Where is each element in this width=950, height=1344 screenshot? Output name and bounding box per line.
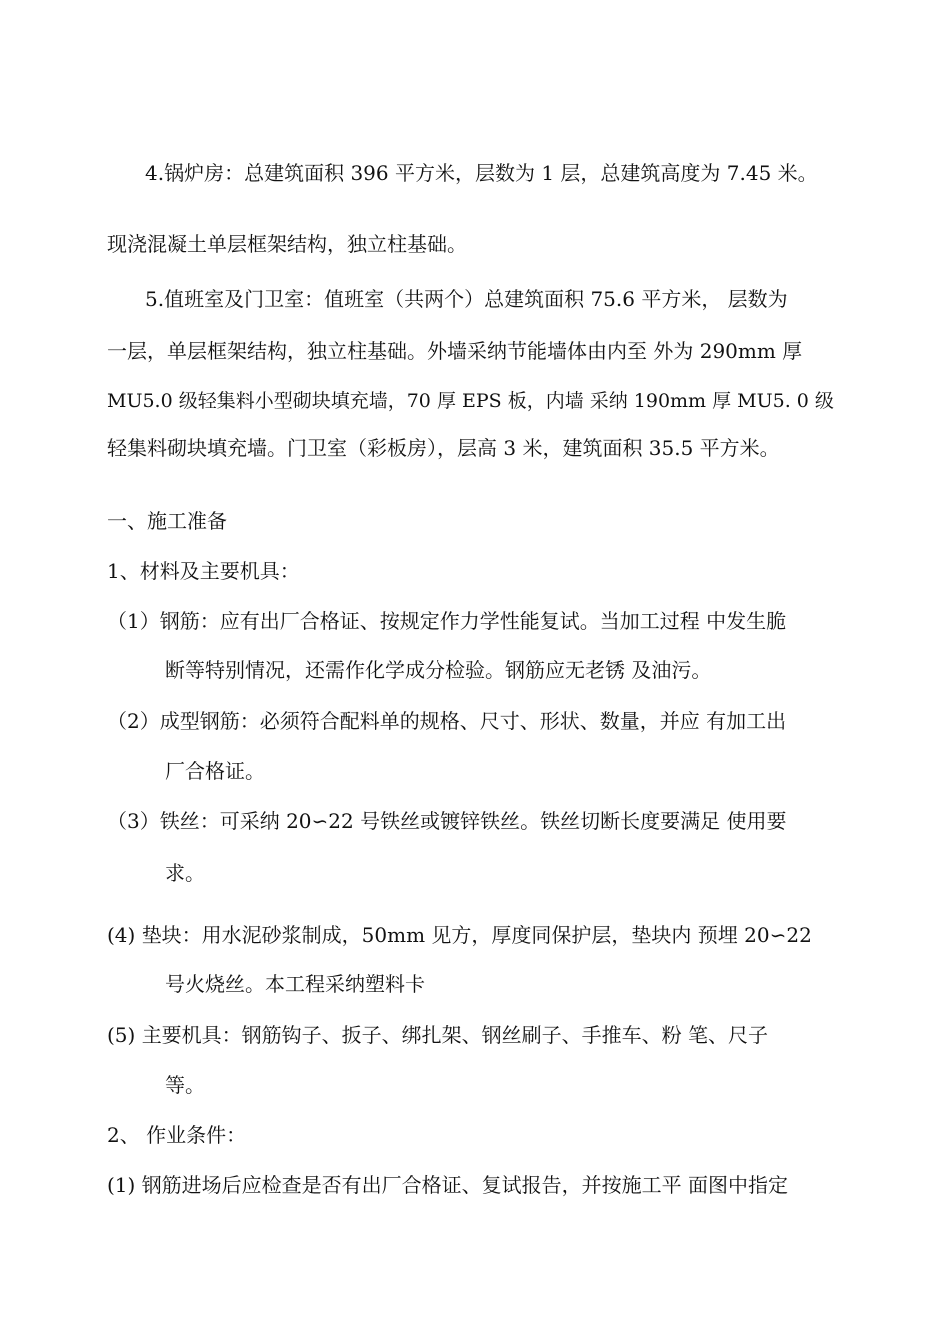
paragraph-duty-room-line-4: 轻集料砌块填充墙。门卫室（彩板房），层高 3 米，建筑面积 35.5 平方米。 [107,436,780,460]
paragraph-duty-room-line-2: 一层，单层框架结构，独立柱基础。外墙采纳节能墙体由内至 外为 290mm 厚 [107,339,803,363]
list-item-3-line-2: 求。 [165,861,205,885]
paragraph-boiler-room-line-2: 现浇混凝土单层框架结构，独立柱基础。 [107,232,467,256]
list-item-1-line-1: （1）钢筋：应有出厂合格证、按规定作力学性能复试。当加工过程 中发生脆 [107,609,787,633]
list-item-2-line-2: 厂合格证。 [165,759,265,783]
paragraph-boiler-room-line-1: 4.锅炉房：总建筑面积 396 平方米，层数为 1 层，总建筑高度为 7.45 米。 [145,161,818,185]
list-item-1-line-2: 断等特别情况，还需作化学成分检验。钢筋应无老锈 及油污。 [165,658,712,682]
list-item-3-line-1: （3）铁丝：可采纳 20∽22 号铁丝或镀锌铁丝。铁丝切断长度要满足 使用要 [107,809,787,833]
list-item-2-line-1: （2）成型钢筋：必须符合配料单的规格、尺寸、形状、数量，并应 有加工出 [107,709,787,733]
section-heading-construction-preparation: 一、施工准备 [107,509,227,533]
list-item-5-line-2: 等。 [165,1073,205,1097]
paragraph-duty-room-line-3: MU5.0 级轻集料小型砌块填充墙，70 厚 EPS 板，内墙 采纳 190mm 厚 MU5. 0 级 [107,390,834,412]
list-item-5-line-1: (5) 主要机具：钢筋钩子、扳子、绑扎架、钢丝刷子、手推车、粉 笔、尺子 [107,1023,769,1047]
subheading-work-conditions: 2、 作业条件： [107,1123,247,1147]
list-item-4-line-1: (4) 垫块：用水泥砂浆制成，50mm 见方，厚度同保护层，垫块内 预埋 20∽22 [107,923,812,947]
subheading-materials-and-tools: 1、材料及主要机具： [107,559,300,583]
list-item-4-line-2: 号火烧丝。本工程采纳塑料卡 [165,972,425,996]
conditions-item-1-line-1: (1) 钢筋进场后应检查是否有出厂合格证、复试报告，并按施工平 面图中指定 [107,1173,789,1197]
paragraph-duty-room-line-1: 5.值班室及门卫室：值班室（共两个）总建筑面积 75.6 平方米， 层数为 [145,287,788,311]
